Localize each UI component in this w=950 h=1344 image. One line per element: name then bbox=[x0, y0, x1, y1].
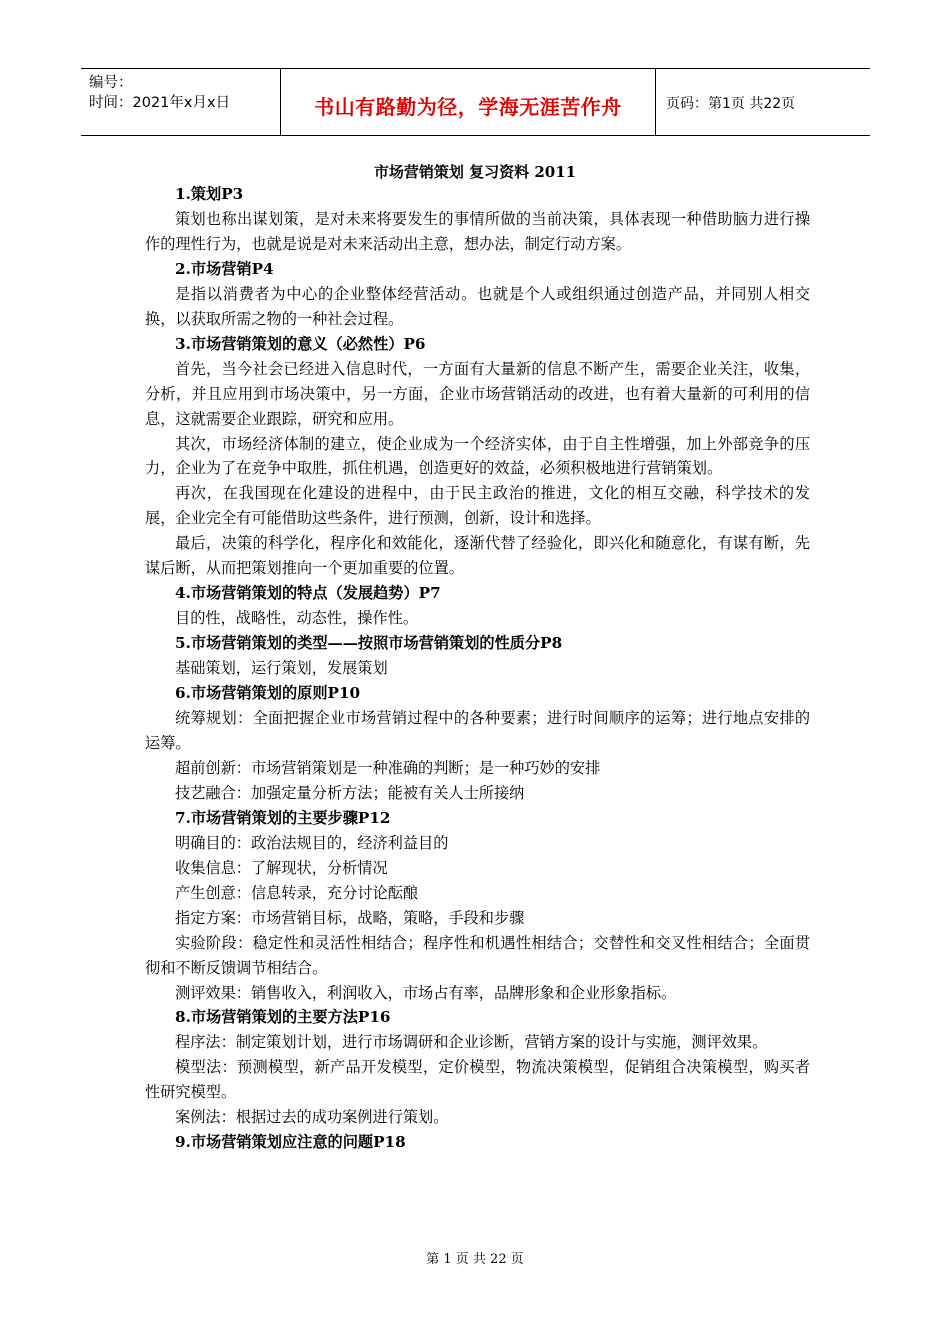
section-paragraph: 统筹规划：全面把握企业市场营销过程中的各种要素；进行时间顺序的运筹；进行地点安排的运筹。 bbox=[145, 709, 810, 752]
section-paragraph: 首先，当今社会已经进入信息时代，一方面有大量新的信息不断产生，需要企业关注，收集，分析，并且应用到市场决策中，另一方面，企业市场营销活动的改进，也有着大量新的可利用的信息，这就需要企业跟踪，研究和应用。 bbox=[145, 359, 810, 428]
section-paragraph: 产生创意：信息转录，充分讨论酝酿 bbox=[175, 883, 418, 902]
section-paragraph: 其次，市场经济体制的建立，使企业成为一个经济实体，由于自主性增强，加上外部竞争的压力，企业为了在竞争中取胜，抓住机遇，创造更好的效益，必须积极地进行营销策划。 bbox=[145, 434, 810, 478]
section-paragraph: 明确目的：政治法规目的，经济利益目的 bbox=[175, 833, 449, 852]
section-heading: 7.市场营销策划的主要步骤P12 bbox=[175, 808, 391, 827]
document-body bbox=[145, 182, 810, 1155]
section-heading: 1.策划P3 bbox=[175, 185, 244, 203]
section-paragraph: 目的性，战略性，动态性，操作性。 bbox=[175, 609, 418, 628]
section-paragraph: 测评效果：销售收入，利润收入，市场占有率，品牌形象和企业形象指标。 bbox=[175, 983, 677, 1002]
page-footer: 第 1 页 共 22 页 bbox=[426, 1252, 524, 1267]
section-paragraph: 程序法：制定策划计划，进行市场调研和企业诊断，营销方案的设计与实施，测评效果。 bbox=[175, 1033, 768, 1052]
section-paragraph: 策划也称出谋划策，是对未来将要发生的事情所做的当前决策，具体表现一种借助脑力进行操作的理性行为，也就是说是对未来活动出主意，想办法，制定行动方案。 bbox=[145, 209, 810, 253]
time-label: 时间：2021年x月x日 bbox=[89, 95, 231, 111]
section-paragraph: 模型法：预测模型，新产品开发模型，定价模型，物流决策模型，促销组合决策模型，购买者性研究模型。 bbox=[145, 1058, 810, 1102]
section-paragraph: 超前创新：市场营销策划是一种准确的判断；是一种巧妙的安排 bbox=[175, 758, 601, 777]
header-meta-cell bbox=[81, 69, 281, 135]
number-label: 编号： bbox=[89, 75, 133, 91]
section-heading: 2.市场营销P4 bbox=[175, 259, 274, 278]
document-title: 市场营销策划 复习资料 2011 bbox=[373, 163, 577, 181]
section-paragraph: 最后，决策的科学化，程序化和效能化，逐渐代替了经验化，即兴化和随意化，有谋有断，先谋后断，从而把策划推向一个更加重要的位置。 bbox=[145, 534, 810, 578]
document-header bbox=[81, 68, 870, 136]
section-paragraph: 基础策划，运行策划，发展策划 bbox=[175, 659, 388, 678]
page-info: 页码：第1页 共22页 bbox=[666, 96, 796, 112]
header-motto-cell bbox=[281, 69, 656, 135]
section-paragraph: 技艺融合：加强定量分析方法；能被有关人士所接纳 bbox=[175, 783, 525, 802]
section-paragraph: 指定方案：市场营销目标，战略，策略，手段和步骤 bbox=[175, 908, 525, 927]
section-paragraph: 案例法：根据过去的成功案例进行策划。 bbox=[175, 1108, 449, 1127]
section-heading: 9.市场营销策划应注意的问题P18 bbox=[175, 1133, 406, 1152]
section-paragraph: 是指以消费者为中心的企业整体经营活动。也就是个人或组织通过创造产品，并同别人相交换，以获取所需之物的一种社会过程。 bbox=[145, 284, 810, 328]
section-heading: 5.市场营销策划的类型——按照市场营销策划的性质分P8 bbox=[175, 634, 563, 653]
section-heading: 3.市场营销策划的意义（必然性）P6 bbox=[175, 334, 426, 353]
header-page-cell bbox=[656, 69, 870, 135]
section-paragraph: 实验阶段：稳定性和灵活性相结合；程序性和机遇性相结合；交替性和交叉性相结合；全面贯彻和不断反馈调节相结合。 bbox=[145, 933, 810, 977]
section-paragraph: 再次，在我国现在化建设的进程中，由于民主政治的推进，文化的相互交融，科学技术的发展，企业完全有可能借助这些条件，进行预测，创新，设计和选择。 bbox=[145, 484, 810, 528]
section-heading: 6.市场营销策划的原则P10 bbox=[175, 684, 361, 703]
section-heading: 8.市场营销策划的主要方法P16 bbox=[175, 1008, 391, 1027]
section-heading: 4.市场营销策划的特点（发展趋势）P7 bbox=[175, 584, 441, 603]
motto-text: 书山有路勤为径，学海无涯苦作舟 bbox=[314, 95, 622, 119]
section-paragraph: 收集信息：了解现状，分析情况 bbox=[175, 858, 388, 877]
